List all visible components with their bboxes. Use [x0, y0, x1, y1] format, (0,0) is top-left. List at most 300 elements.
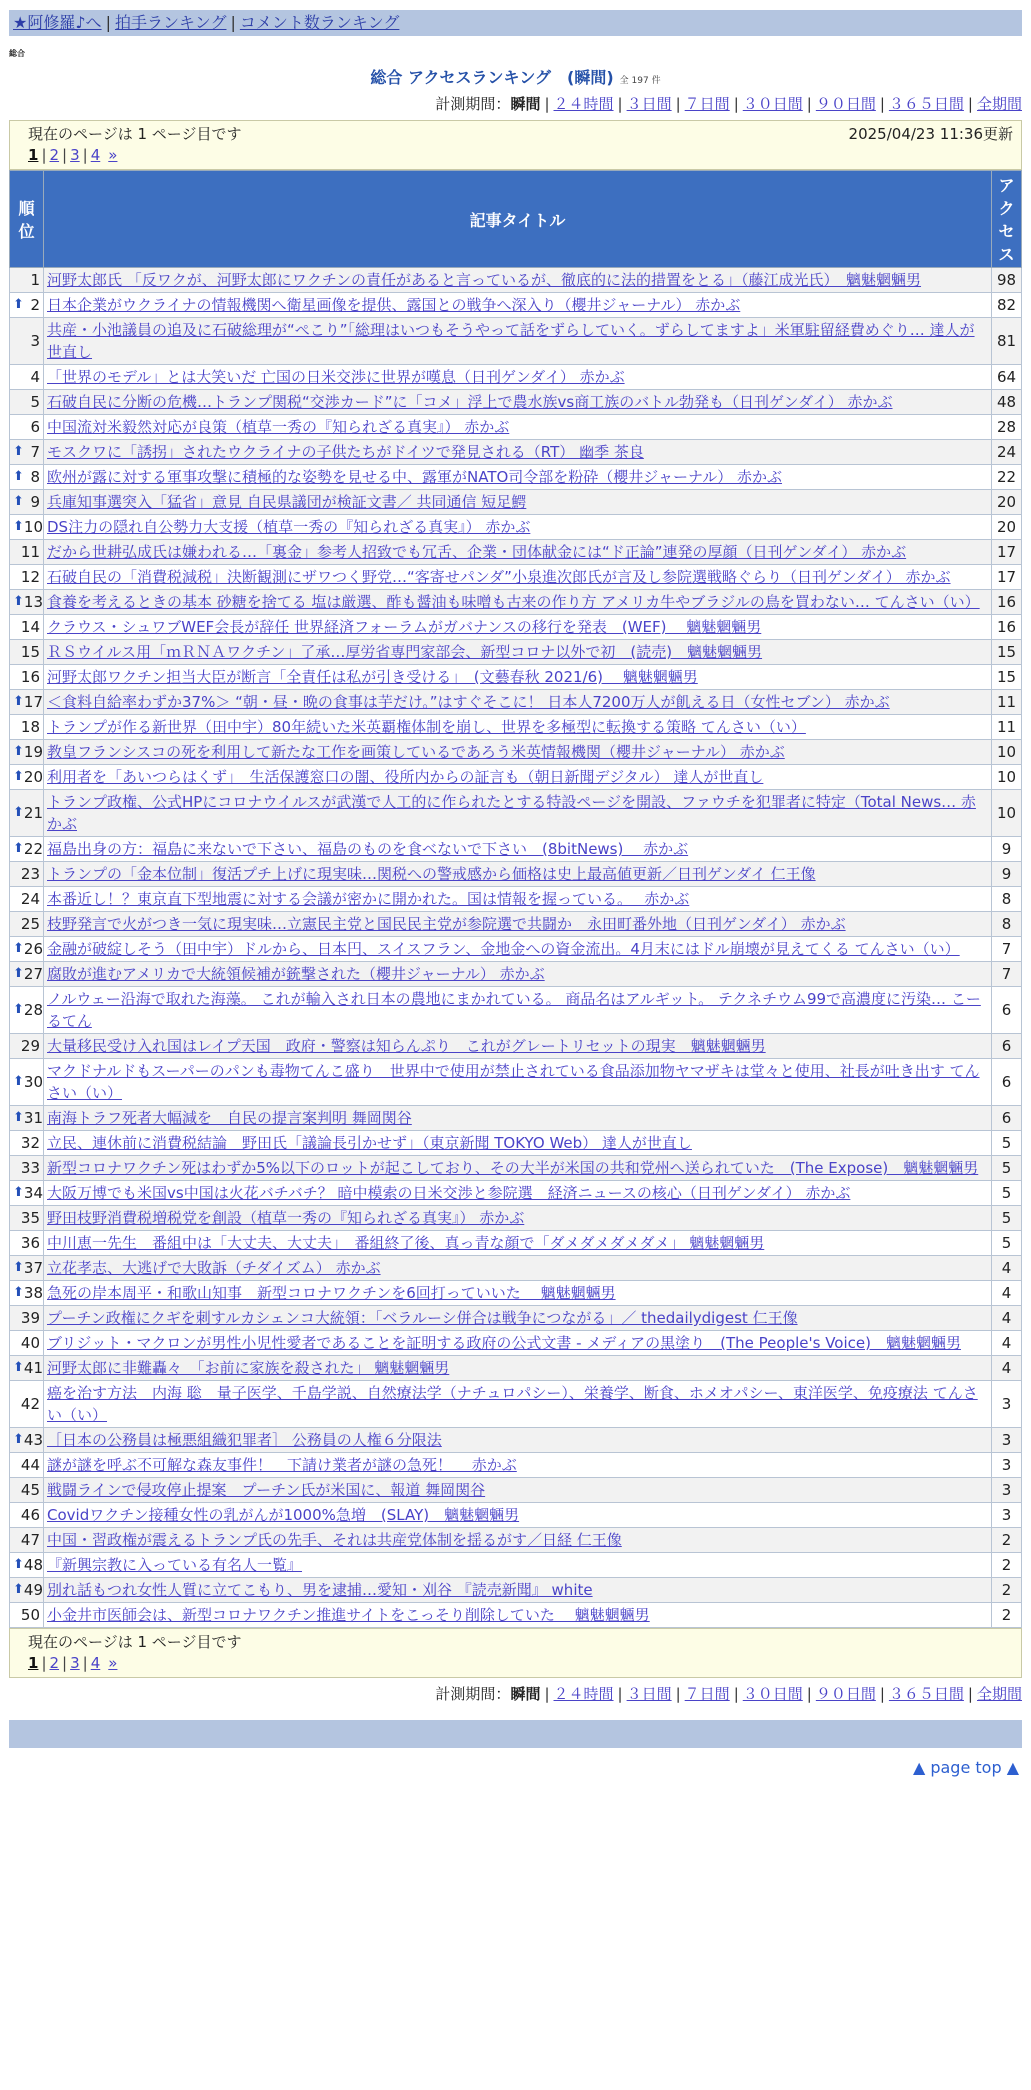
page-current: 1: [28, 1654, 39, 1672]
rank-number: 27: [23, 965, 43, 983]
up-arrow-icon: ⬆: [13, 1185, 24, 1200]
rank-number: 30: [23, 1073, 43, 1091]
access-count: 6: [992, 1059, 1022, 1106]
pager-separator: |: [62, 1654, 68, 1672]
access-count: 64: [992, 365, 1022, 390]
article-title-link[interactable]: 共産・小池議員の追及に石破総理が“ぺこり”「総理はいつもそうやって話をずらしていく。ずらしてますよ」米軍駐留経費めぐり… 達人が世直し: [47, 321, 975, 361]
article-title-link[interactable]: 利用者を「あいつらはくず」 生活保護窓口の闇、役所内からの証言も（朝日新聞デジタル） 達人が世直し: [47, 768, 764, 786]
title-cell: [44, 1059, 992, 1106]
nav-link-comment-ranking[interactable]: コメント数ランキング: [239, 13, 400, 32]
table-row: [10, 1256, 1022, 1281]
rank-number: 11: [20, 543, 40, 561]
period-separator: |: [544, 95, 550, 113]
rank-number: 42: [20, 1395, 40, 1413]
article-title-link[interactable]: 癌を治す方法 内海 聡 量子医学、千島学説、自然療法学（ナチュロパシー）、栄養学、断食、ホメオパシー、東洋医学、免疫療法 てんさい（い）: [47, 1384, 978, 1424]
access-count: 3: [992, 1503, 1022, 1528]
period-current: 瞬間: [510, 1685, 541, 1703]
title-cell: [44, 390, 992, 415]
header-rank: 順位: [10, 171, 44, 268]
title-cell: [44, 1453, 992, 1478]
article-title-link[interactable]: 『新興宗教に入っている有名人一覧』: [47, 1556, 303, 1574]
header-access: アクセス: [992, 171, 1022, 268]
page-link[interactable]: 2: [49, 1654, 60, 1672]
rank-number: 33: [20, 1159, 40, 1177]
rank-number: 19: [23, 743, 43, 761]
up-arrow-icon: ⬆: [13, 297, 24, 312]
up-arrow-icon: ⬆: [13, 519, 24, 534]
access-count: 6: [992, 987, 1022, 1034]
rank-cell: [10, 540, 44, 565]
access-count: 2: [992, 1553, 1022, 1578]
table-row: [10, 615, 1022, 640]
article-title-link[interactable]: 河野太郎に非難轟々 「お前に家族を殺された」 魑魅魍魎男: [47, 1359, 450, 1377]
article-title-link[interactable]: 大量移民受け入れ国はレイプ天国 政府・警察は知らんぷり これがグレートリセットの現実 魑魅魍魎男: [47, 1037, 766, 1055]
article-title-link[interactable]: ［日本の公務員は極悪組織犯罪者］ 公務員の人権６分限法: [47, 1431, 442, 1449]
access-count: 9: [992, 837, 1022, 862]
article-title-link[interactable]: 枝野発言で火がつき一気に現実味…立憲民主党と国民民主党が参院選で共闘か 永田町番外地（日刊ゲンダイ） 赤かぶ: [47, 915, 846, 933]
rank-number: 43: [23, 1431, 43, 1449]
rank-cell: [10, 1553, 44, 1578]
rank-cell: [10, 293, 44, 318]
table-row: [10, 987, 1022, 1034]
article-title-link[interactable]: 新型コロナワクチン死はわずか5%以下のロットが起こしており、その大半が米国の共和党州へ送られていた (The Expose) 魑魅魍魎男: [47, 1159, 979, 1177]
up-arrow-icon: ⬆: [13, 1285, 24, 1300]
article-title-link[interactable]: マクドナルドもスーパーのパンも毒物てんこ盛り 世界中で使用が禁止されている食品添加物ヤマザキは堂々と使用、社長が吐き出す てんさい（い）: [47, 1062, 980, 1102]
rank-number: 26: [23, 940, 43, 958]
nav-separator: |: [105, 13, 111, 32]
article-title-link[interactable]: ブリジット・マクロンが男性小児性愛者であることを証明する政府の公式文書 - メディアの黒塗り (The People's Voice) 魑魅魍魎男: [47, 1334, 961, 1352]
up-arrow-icon: ⬆: [13, 744, 24, 759]
page-link[interactable]: 3: [70, 146, 80, 164]
rank-cell: [10, 1231, 44, 1256]
title-cell: [44, 962, 992, 987]
article-title-link[interactable]: だから世耕弘成氏は嫌われる…「裏金」参考人招致でも冗舌、企業・団体献金には“ド正論”連発の厚顔（日刊ゲンダイ） 赤かぶ: [47, 543, 907, 561]
access-count: 3: [992, 1478, 1022, 1503]
rank-number: 20: [23, 768, 43, 786]
updated-timestamp: 2025/04/23 11:36更新: [848, 125, 1013, 143]
rank-cell: [10, 1478, 44, 1503]
article-title-link[interactable]: 野田枝野消費税増税党を創設（植草一秀の『知られざる真実』） 赤かぶ: [47, 1209, 525, 1227]
up-arrow-icon: ⬆: [13, 966, 24, 981]
table-row: [10, 268, 1022, 293]
period-label: 計測期間：: [435, 1685, 511, 1703]
period-label: 計測期間：: [435, 95, 511, 113]
article-title-link[interactable]: Covidワクチン接種女性の乳がんが1000%急増 (SLAY) 魑魅魍魎男: [47, 1506, 520, 1524]
page-link[interactable]: 4: [90, 146, 101, 164]
title-cell: [44, 1478, 992, 1503]
article-title-link[interactable]: トランプが作る新世界（田中宇）80年続いた米英覇権体制を崩し、世界を多極型に転換する策略 てんさい（い）: [47, 718, 806, 736]
article-title-link[interactable]: 本番近し！？東京直下型地震に対する会議が密かに開かれた。国は情報を握っている。 赤かぶ: [47, 890, 690, 908]
access-count: 4: [992, 1356, 1022, 1381]
period-link[interactable]: 全期間: [976, 1685, 1022, 1703]
rank-cell: [10, 715, 44, 740]
up-arrow-icon: ⬆: [13, 1110, 24, 1125]
access-count: 5: [992, 1156, 1022, 1181]
pager-bottom: [28, 1653, 1013, 1673]
rank-number: 38: [23, 1284, 43, 1302]
title-cell: [44, 1156, 992, 1181]
access-count: 17: [992, 565, 1022, 590]
page-link[interactable]: 3: [70, 1654, 80, 1672]
article-title-link[interactable]: 兵庫知事選突入「猛省」意見 自民県議団が検証文書／ 共同通信 短足鰐: [47, 493, 527, 511]
table-row: [10, 640, 1022, 665]
table-row: [10, 293, 1022, 318]
table-row: [10, 1503, 1022, 1528]
table-row: [10, 365, 1022, 390]
pager-separator: |: [82, 146, 88, 164]
rank-number: 2: [30, 296, 40, 314]
rank-number: 49: [23, 1581, 43, 1599]
title-cell: [44, 1256, 992, 1281]
article-title-link[interactable]: 「世界のモデル」とは大笑いだ 亡国の日米交渉に世界が嘆息（日刊ゲンダイ） 赤かぶ: [47, 368, 625, 386]
rank-number: 39: [20, 1309, 40, 1327]
period-link[interactable]: ３６５日間: [888, 95, 964, 113]
page-info-box-bottom: [9, 1628, 1022, 1678]
title-cell: [44, 515, 992, 540]
title-cell: [44, 740, 992, 765]
article-title-link[interactable]: モスクワに「誘拐」されたウクライナの子供たちがドイツで発見される（RT） 幽季 茶良: [47, 443, 644, 461]
title-cell: [44, 912, 992, 937]
rank-cell: [10, 1331, 44, 1356]
page-next-link[interactable]: »: [108, 1654, 118, 1672]
article-title-link[interactable]: 食養を考えるときの基本 砂糖を捨てる 塩は厳選、酢も醤油も味噌も古来の作り方 アメリカ牛やブラジルの鳥を買わない… てんさい（い）: [47, 593, 980, 611]
table-row: [10, 715, 1022, 740]
access-count: 2: [992, 1528, 1022, 1553]
rank-number: 44: [20, 1456, 40, 1474]
rank-cell: [10, 665, 44, 690]
title-cell: [44, 665, 992, 690]
table-row: [10, 1156, 1022, 1181]
period-link[interactable]: ９０日間: [815, 1685, 876, 1703]
nav-link-applause-ranking[interactable]: 拍手ランキング: [114, 13, 227, 32]
pager-separator: |: [62, 146, 68, 164]
period-link[interactable]: ７日間: [684, 95, 730, 113]
article-title-link[interactable]: 南海トラフ死者大幅減を 自民の提言案判明 舞岡関谷: [47, 1109, 412, 1127]
table-row: [10, 1131, 1022, 1156]
access-count: 5: [992, 1206, 1022, 1231]
table-row: [10, 790, 1022, 837]
title-cell: [44, 1603, 992, 1628]
rank-cell: [10, 1578, 44, 1603]
access-count: 20: [992, 490, 1022, 515]
access-count: 81: [992, 318, 1022, 365]
table-row: [10, 565, 1022, 590]
title-cell: [44, 640, 992, 665]
title-cell: [44, 715, 992, 740]
access-count: 17: [992, 540, 1022, 565]
article-title-link[interactable]: トランプ政権、公式HPにコロナウイルスが武漢で人工的に作られたとする特設ページを開設、ファウチを犯罪者に特定（Total News… 赤かぶ: [47, 793, 976, 833]
rank-number: 3: [30, 332, 40, 350]
rank-cell: [10, 565, 44, 590]
title-cell: [44, 837, 992, 862]
rank-cell: [10, 440, 44, 465]
rank-number: 40: [20, 1334, 40, 1352]
up-arrow-icon: ⬆: [13, 1360, 24, 1375]
rank-cell: [10, 1034, 44, 1059]
rank-cell: [10, 1306, 44, 1331]
page-link[interactable]: 2: [49, 146, 60, 164]
rank-cell: [10, 1603, 44, 1628]
access-count: 11: [992, 715, 1022, 740]
rank-number: 9: [30, 493, 40, 511]
rank-cell: [10, 415, 44, 440]
rank-cell: [10, 1428, 44, 1453]
title-cell: [44, 1428, 992, 1453]
rank-number: 17: [23, 693, 43, 711]
title-cell: [44, 862, 992, 887]
period-link[interactable]: 全期間: [976, 95, 1022, 113]
rank-number: 18: [20, 718, 40, 736]
page-top-link[interactable]: ▲ page top ▲: [912, 1758, 1019, 1777]
title-cell: [44, 790, 992, 837]
article-title-link[interactable]: トランプの「金本位制」復活プチ上げに現実味…関税への警戒感から価格は史上最高値更新／日刊ゲンダイ 仁王像: [47, 865, 816, 883]
nav-separator: |: [230, 13, 236, 32]
title-cell: [44, 1281, 992, 1306]
rank-cell: [10, 490, 44, 515]
title-cell: [44, 937, 992, 962]
article-title-link[interactable]: ＲＳウイルス用「ｍＲＮＡワクチン」了承…厚労省専門家部会、新型コロナ以外で初 (読売) 魑魅魍魎男: [47, 643, 763, 661]
rank-cell: [10, 268, 44, 293]
up-arrow-icon: ⬆: [13, 805, 24, 820]
up-arrow-icon: ⬆: [13, 444, 24, 459]
article-title-link[interactable]: 中国流対米毅然対応が良策（植草一秀の『知られざる真実』） 赤かぶ: [47, 418, 510, 436]
top-nav: [9, 10, 1022, 36]
period-separator: |: [544, 1685, 550, 1703]
access-count: 15: [992, 665, 1022, 690]
title-cell: [44, 887, 992, 912]
rank-number: 15: [20, 643, 40, 661]
article-title-link[interactable]: 金融が破綻しそう（田中宇）ドルから、日本円、スイスフラン、金地金への資金流出。4月末にはドル崩壊が見えてくる てんさい（い）: [47, 940, 960, 958]
access-count: 28: [992, 415, 1022, 440]
page-info-text: 現在のページは 1 ページ目です: [28, 1633, 242, 1651]
access-count: 7: [992, 962, 1022, 987]
access-count: 9: [992, 862, 1022, 887]
title-cell: [44, 1206, 992, 1231]
title-cell: [44, 690, 992, 715]
table-row: [10, 665, 1022, 690]
access-count: 4: [992, 1331, 1022, 1356]
up-arrow-icon: ⬆: [13, 694, 24, 709]
article-title-link[interactable]: プーチン政権にクギを刺すルカシェンコ大統領：「ベラルーシ併合は戦争につながる」／ thedailydigest 仁王像: [47, 1309, 798, 1327]
table-row: [10, 1181, 1022, 1206]
rank-number: 6: [30, 418, 40, 436]
access-count: 5: [992, 1181, 1022, 1206]
article-title-link[interactable]: 河野太郎ワクチン担当大臣が断言「全責任は私が引き受ける」 (文藝春秋 2021/6) 魑魅魍魎男: [47, 668, 698, 686]
table-row: [10, 1034, 1022, 1059]
article-title-link[interactable]: 小金井市医師会は、新型コロナワクチン推進サイトをこっそり削除していた 魑魅魍魎男: [47, 1606, 650, 1624]
rank-cell: [10, 1281, 44, 1306]
access-count: 4: [992, 1281, 1022, 1306]
table-row: [10, 1059, 1022, 1106]
access-count: 7: [992, 937, 1022, 962]
rank-number: 35: [20, 1209, 40, 1227]
table-row: [10, 1603, 1022, 1628]
rank-cell: [10, 837, 44, 862]
rank-number: 4: [30, 368, 40, 386]
article-title-link[interactable]: 大阪万博でも米国vs中国は火花バチバチ？ 暗中模索の日米交渉と参院選 経済ニュースの核心（日刊ゲンダイ） 赤かぶ: [47, 1184, 851, 1202]
title-cell: [44, 365, 992, 390]
up-arrow-icon: ⬆: [13, 1002, 24, 1017]
access-count: 15: [992, 640, 1022, 665]
article-title-link[interactable]: 教皇フランシスコの死を利用して新たな工作を画策しているであろう米英情報機関（櫻井ジャーナル） 赤かぶ: [47, 743, 785, 761]
article-title-link[interactable]: ノルウェー沿海で取れた海藻。 これが輸入され日本の農地にまかれている。 商品名はアルギット。 テクネチウム99で高濃度に汚染… こーるてん: [47, 990, 981, 1030]
ranking-table: [9, 170, 1022, 1628]
article-title-link[interactable]: 立民、連休前に消費税結論 野田氏「議論長引かせず」（東京新聞 TOKYO Web） 達人が世直し: [47, 1134, 692, 1152]
period-link[interactable]: ９０日間: [815, 95, 876, 113]
access-count: 4: [992, 1306, 1022, 1331]
period-separator: |: [879, 95, 885, 113]
up-arrow-icon: ⬆: [13, 469, 24, 484]
rank-number: 41: [23, 1359, 43, 1377]
article-title-link[interactable]: ＜食料自給率わずか37%＞ “朝・昼・晩の食事は芋だけ。”はすぐそこに！ 日本人7200万人が飢える日（女性セブン） 赤かぶ: [47, 693, 890, 711]
table-row: [10, 540, 1022, 565]
period-link[interactable]: ７日間: [684, 1685, 730, 1703]
rank-number: 5: [30, 393, 40, 411]
rank-cell: [10, 1356, 44, 1381]
period-link[interactable]: ３日間: [626, 95, 672, 113]
rank-cell: [10, 390, 44, 415]
up-arrow-icon: ⬆: [13, 841, 24, 856]
article-title-link[interactable]: 欧州が露に対する軍事攻撃に積極的な姿勢を見せる中、露軍がNATO司令部を粉砕（櫻井ジャーナル） 赤かぶ: [47, 468, 783, 486]
article-title-link[interactable]: 石破自民に分断の危機…トランプ関税“交渉カード”に「コメ」浮上で農水族vs商工族のバトル勃発も（日刊ゲンダイ） 赤かぶ: [47, 393, 893, 411]
up-arrow-icon: ⬆: [13, 1074, 24, 1089]
page-next-link[interactable]: »: [108, 146, 118, 164]
title-cell: [44, 1131, 992, 1156]
period-separator: |: [967, 95, 973, 113]
rank-number: 1: [30, 271, 40, 289]
period-link[interactable]: ３０日間: [742, 95, 803, 113]
rank-cell: [10, 1206, 44, 1231]
table-row: [10, 415, 1022, 440]
rank-number: 24: [20, 890, 40, 908]
rank-number: 31: [23, 1109, 43, 1127]
article-title-link[interactable]: DS注力の隠れ自公勢力大支援（植草一秀の『知られざる真実』） 赤かぶ: [47, 518, 531, 536]
rank-number: 16: [20, 668, 40, 686]
rank-number: 34: [23, 1184, 43, 1202]
article-title-link[interactable]: 立花孝志、大逃げで大敗訴（チダイズム） 赤かぶ: [47, 1259, 381, 1277]
article-title-link[interactable]: 中川恵一先生 番組中は「大丈夫、大丈夫」 番組終了後、真っ青な顔で「ダメダメダメダメ」 魑魅魍魎男: [47, 1234, 765, 1252]
access-count: 10: [992, 790, 1022, 837]
ranking-title-row: [0, 65, 1031, 88]
rank-cell: [10, 1453, 44, 1478]
access-count: 98: [992, 268, 1022, 293]
article-title-link[interactable]: 日本企業がウクライナの情報機関へ衛星画像を提供、露国との戦争へ深入り（櫻井ジャーナル） 赤かぶ: [47, 296, 741, 314]
table-row: [10, 1428, 1022, 1453]
title-cell: [44, 1181, 992, 1206]
rank-cell: [10, 1181, 44, 1206]
article-title-link[interactable]: 腐敗が進むアメリカで大統領候補が銃撃された（櫻井ジャーナル） 赤かぶ: [47, 965, 545, 983]
up-arrow-icon: ⬆: [13, 494, 24, 509]
access-count: 10: [992, 740, 1022, 765]
page-info-text: 現在のページは 1 ページ目です: [28, 125, 242, 143]
article-title-link[interactable]: 謎が謎を呼ぶ不可解な森友事件！ 下請け業者が謎の急死！ 赤かぶ: [47, 1456, 517, 1474]
rank-cell: [10, 615, 44, 640]
period-link[interactable]: ３日間: [626, 1685, 672, 1703]
rank-number: 45: [20, 1481, 40, 1499]
rank-cell: [10, 1528, 44, 1553]
rank-cell: [10, 962, 44, 987]
rank-cell: [10, 937, 44, 962]
title-cell: [44, 987, 992, 1034]
period-separator: |: [967, 1685, 973, 1703]
period-link[interactable]: ２４時間: [553, 95, 614, 113]
access-count: 11: [992, 690, 1022, 715]
article-title-link[interactable]: クラウス・シュワブWEF会長が辞任 世界経済フォーラムがガバナンスの移行を発表 (WEF) 魑魅魍魎男: [47, 618, 762, 636]
table-row: [10, 1528, 1022, 1553]
pager-separator: |: [41, 1654, 47, 1672]
access-count: 3: [992, 1453, 1022, 1478]
period-link[interactable]: ３６５日間: [888, 1685, 964, 1703]
article-title-link[interactable]: 中国・習政権が震えるトランプ氏の先手、それは共産党体制を揺るがす／日経 仁王像: [47, 1531, 622, 1549]
up-arrow-icon: ⬆: [13, 1557, 24, 1572]
rank-cell: [10, 765, 44, 790]
title-cell: [44, 1381, 992, 1428]
up-arrow-icon: ⬆: [13, 941, 24, 956]
article-title-link[interactable]: 河野太郎氏 「反ワクが、河野太郎にワクチンの責任があると言っているが、徹底的に法的措置をとる」（藤江成光氏） 魑魅魍魎男: [47, 271, 922, 289]
table-row: [10, 490, 1022, 515]
title-cell: [44, 540, 992, 565]
article-title-link[interactable]: 石破自民の「消費税減税」決断観測にザワつく野党…“客寄せパンダ”小泉進次郎氏が言及し参院選戦略ぐらり（日刊ゲンダイ） 赤かぶ: [47, 568, 951, 586]
period-link[interactable]: ３０日間: [742, 1685, 803, 1703]
table-row: [10, 1106, 1022, 1131]
rank-cell: [10, 365, 44, 390]
table-row: [10, 465, 1022, 490]
page-link[interactable]: 4: [90, 1654, 101, 1672]
article-title-link[interactable]: 福島出身の方：福島に来ないで下さい、福島のものを食べないで下さい (8bitNews) 赤かぶ: [47, 840, 689, 858]
title-cell: [44, 440, 992, 465]
access-count: 6: [992, 1106, 1022, 1131]
article-title-link[interactable]: 急死の岸本周平・和歌山知事 新型コロナワクチンを6回打っていいた 魑魅魍魎男: [47, 1284, 616, 1302]
rank-number: 50: [20, 1606, 40, 1624]
period-separator: |: [617, 95, 623, 113]
rank-number: 48: [23, 1556, 43, 1574]
period-link[interactable]: ２４時間: [553, 1685, 614, 1703]
title-cell: [44, 415, 992, 440]
table-row: [10, 1331, 1022, 1356]
table-row: [10, 962, 1022, 987]
bottom-bar: [9, 1720, 1022, 1748]
header-title: 記事タイトル: [44, 171, 992, 268]
rank-cell: [10, 465, 44, 490]
rank-cell: [10, 318, 44, 365]
title-cell: [44, 1106, 992, 1131]
rank-cell: [10, 1156, 44, 1181]
period-separator: |: [675, 95, 681, 113]
title-cell: [44, 1553, 992, 1578]
access-count: 82: [992, 293, 1022, 318]
nav-link-ashura[interactable]: ★阿修羅♪へ: [13, 13, 102, 32]
table-row: [10, 1553, 1022, 1578]
article-title-link[interactable]: 別れ話もつれ女性人質に立てこもり、男を逮捕…愛知・刈谷 『読売新聞』 white: [47, 1581, 593, 1599]
rank-cell: [10, 690, 44, 715]
table-row: [10, 1578, 1022, 1603]
rank-number: 8: [30, 468, 40, 486]
article-title-link[interactable]: 戦闘ラインで侵攻停止提案 プーチン氏が米国に、報道 舞岡関谷: [47, 1481, 486, 1499]
up-arrow-icon: ⬆: [13, 594, 24, 609]
table-row: [10, 937, 1022, 962]
table-row: [10, 1381, 1022, 1428]
rank-number: 37: [23, 1259, 43, 1277]
pager-separator: |: [41, 146, 47, 164]
period-current: 瞬間: [510, 95, 541, 113]
table-row: [10, 1478, 1022, 1503]
access-count: 3: [992, 1381, 1022, 1428]
up-arrow-icon: ⬆: [13, 769, 24, 784]
table-row: [10, 912, 1022, 937]
rank-number: 22: [23, 840, 43, 858]
table-row: [10, 590, 1022, 615]
title-cell: [44, 1356, 992, 1381]
